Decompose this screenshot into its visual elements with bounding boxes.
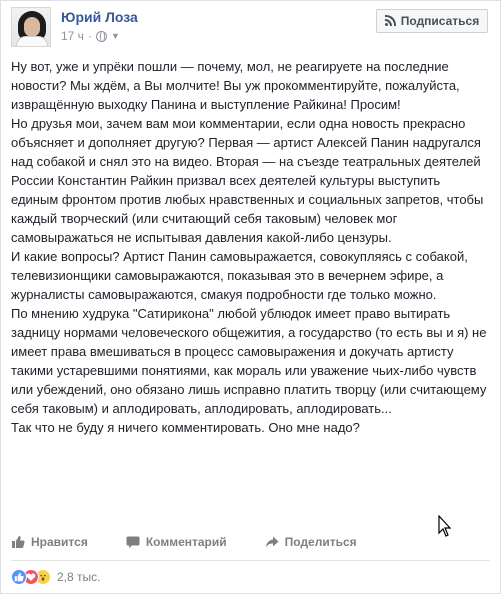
- reactions-count[interactable]: 2,8 тыс.: [57, 570, 101, 584]
- post-actions: [11, 533, 490, 551]
- post-paragraph: Так что не буду я ничего комментировать. Оно мне надо?: [11, 420, 360, 435]
- author-avatar[interactable]: [11, 7, 51, 47]
- divider: [11, 560, 490, 561]
- subscribe-button[interactable]: [376, 9, 488, 33]
- post-time[interactable]: 17 ч: [61, 29, 84, 43]
- share-arrow-icon: [265, 535, 279, 549]
- rss-icon: [385, 16, 395, 26]
- reactions-summary[interactable]: [11, 568, 100, 586]
- meta-separator: ·: [87, 29, 92, 43]
- thumbs-up-icon: [11, 535, 25, 549]
- like-label: Нравится: [31, 535, 88, 549]
- globe-icon[interactable]: [96, 31, 107, 42]
- share-button[interactable]: [265, 535, 357, 549]
- like-button[interactable]: [11, 535, 88, 549]
- like-icon: [11, 569, 27, 585]
- comment-label: Комментарий: [145, 535, 227, 549]
- post-paragraph: И какие вопросы? Артист Панин самовыражается, совокупляясь с собакой, телевизионщики самовыражаются, показывая это в вечернем эфире, а журналисты самовыражаются, смакуя подробности где только можно.: [11, 249, 468, 302]
- post-paragraph: Но друзья мои, зачем вам мои комментарии, если одна новость прекрасно объясняет и дополняет другую? Первая — артист Алексей Панин надругался над собакой и снял это на видео. Вторая — на съезде театральных деятелей России Константин Райкин призвал всех деятелей культуры выступить единым фронтом против любых нравственных и социальных запретов, чтобы каждый творческий (или считающий себя таковым) человек мог самовыражаться не испытывая давления какой-либо цензуры.: [11, 116, 484, 245]
- post-paragraph: Ну вот, уже и упрёки пошли — почему, мол, не реагируете на последние новости? Мы ждём, а Вы молчите! Вы уж прокомментируйте, пожалуйста, извращённую выходку Панина и выступление Райкина! Просим!: [11, 59, 460, 112]
- subscribe-label: Подписаться: [400, 14, 480, 28]
- speech-bubble-icon: [126, 535, 140, 549]
- post-paragraph: По мнению худрука "Сатирикона" любой ублюдок имеет право вытирать задницу нормами человеческого общежития, а государство (то есть вы и я) не имеет права вмешиваться в процесс самовыражения и докучать артисту такими устаревшими понятиями, как мораль или уважение чьих-либо чувств или убеждений, оно обязано лишь исправно платить творцу (или считающему себя таковым) и аплодировать, аплодировать, аплодировать...: [11, 306, 487, 416]
- comment-button[interactable]: [126, 535, 227, 549]
- author-name[interactable]: Юрий Лоза: [61, 9, 138, 25]
- chevron-down-icon[interactable]: ▼: [110, 31, 120, 41]
- post-body: [11, 57, 489, 437]
- post-meta: [61, 29, 120, 43]
- share-label: Поделиться: [284, 535, 357, 549]
- post-header: [11, 7, 490, 47]
